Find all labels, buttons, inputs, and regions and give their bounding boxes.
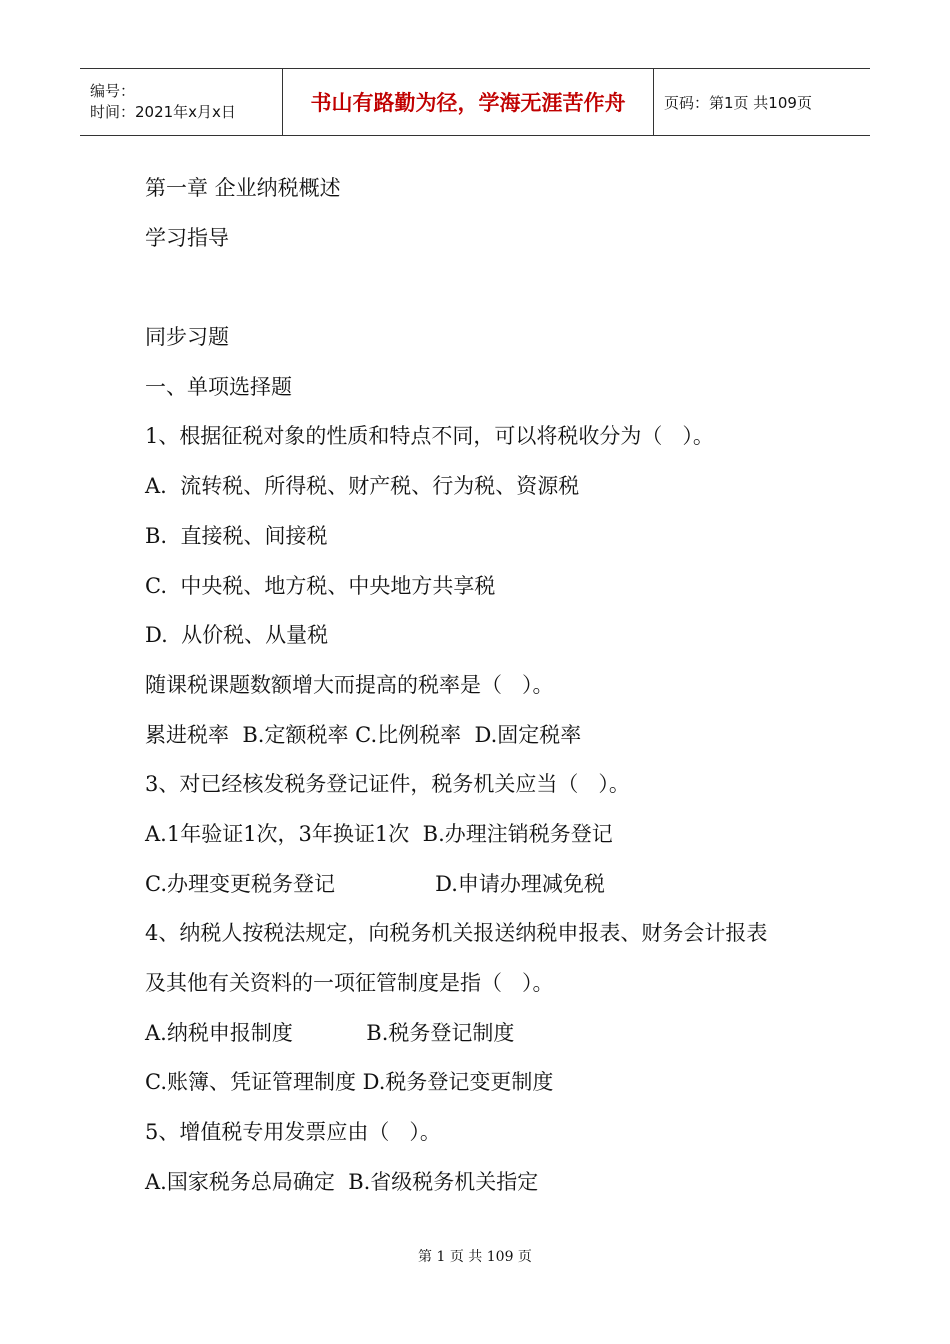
footer-page-number: 第 1 页 共 109 页	[418, 1249, 532, 1265]
section-heading: 同步习题	[145, 325, 229, 350]
page-header	[80, 68, 870, 136]
page-footer	[0, 1246, 950, 1266]
answer-option: D. 从价税、从量税	[145, 623, 329, 648]
page-info-text: 页码：第1页 共109页	[664, 93, 812, 112]
answer-option: C. 中央税、地方税、中央地方共享税	[145, 573, 496, 598]
chapter-title: 第一章 企业纳税概述	[145, 176, 341, 200]
motto-text: 书山有路勤为径，学海无涯苦作舟	[310, 91, 626, 115]
question-text: 随课税课题数额增大而提高的税率是（ ）。	[145, 672, 554, 697]
document-body	[145, 164, 825, 1207]
question-text: 3、对已经核发税务登记证件，税务机关应当（ ）。	[145, 772, 630, 797]
answer-option: B. 直接税、间接税	[145, 523, 328, 548]
header-page-info	[654, 69, 870, 135]
answer-options: A.纳税申报制度 B.税务登记制度	[145, 1020, 515, 1045]
question-type-heading: 一、单项选择题	[145, 374, 292, 399]
document-date: 时间：2021年x月x日	[90, 103, 236, 121]
answer-options: C.账簿、凭证管理制度 D.税务登记变更制度	[145, 1070, 554, 1095]
section-heading: 学习指导	[145, 225, 229, 250]
answer-option: A. 流转税、所得税、财产税、行为税、资源税	[145, 474, 580, 499]
document-number: 编号：	[90, 82, 136, 100]
answer-options: A.国家税务总局确定 B.省级税务机关指定	[145, 1169, 539, 1194]
answer-options: 累进税率 B.定额税率 C.比例税率 D.固定税率	[145, 722, 582, 747]
question-text: 5、增值税专用发票应由（ ）。	[145, 1120, 441, 1145]
blank-line	[145, 263, 825, 313]
question-text: 4、纳税人按税法规定，向税务机关报送纳税申报表、财务会计报表	[145, 921, 768, 946]
answer-options: A.1年验证1次，3年换证1次 B.办理注销税务登记	[145, 821, 613, 846]
question-text: 1、根据征税对象的性质和特点不同，可以将税收分为（ ）。	[145, 424, 714, 449]
header-motto	[282, 69, 654, 135]
header-meta	[80, 69, 282, 135]
answer-options: C.办理变更税务登记 D.申请办理减免税	[145, 871, 605, 896]
question-text: 及其他有关资料的一项征管制度是指（ ）。	[145, 971, 554, 995]
